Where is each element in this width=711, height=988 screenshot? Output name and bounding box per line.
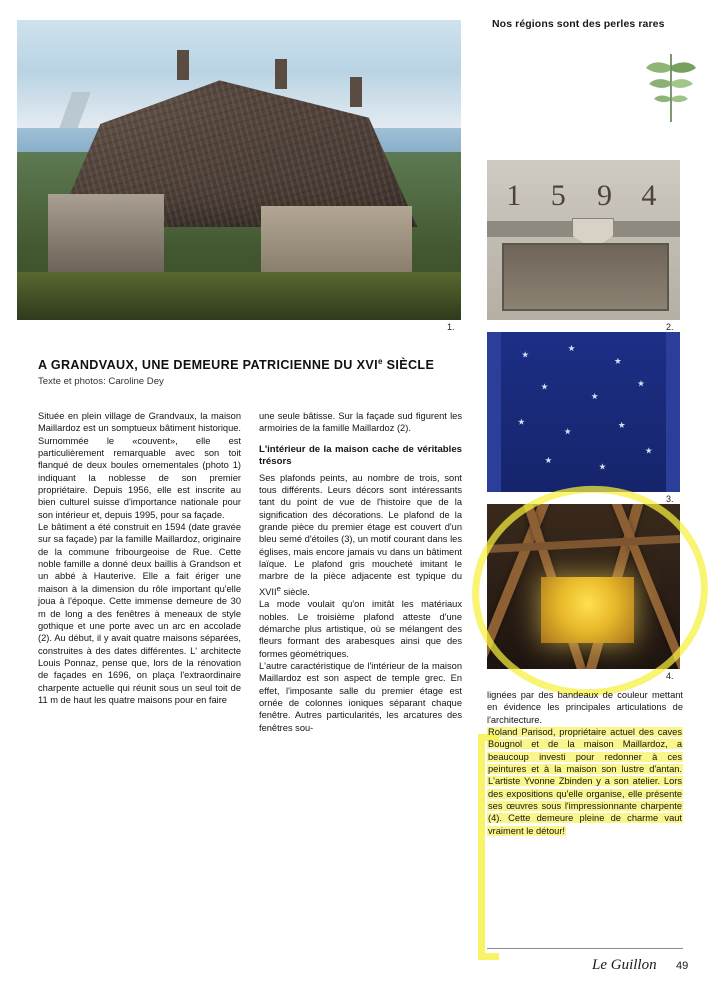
page-number: 49 [676,960,689,972]
carved-digit: 5 [550,179,566,213]
photo-attic-charpente-artwork [487,504,680,669]
photo-ceiling-beam [487,332,501,492]
photo-blue-starred-ceiling [487,332,680,492]
photo-ceiling-beam [666,332,680,492]
photo-foreground-vineyard [17,272,461,320]
section-subheading: L'intérieur de la maison cache de véritables trésors [259,443,462,467]
figure-number-1: 1. [447,322,455,332]
ceiling-star-icon [522,351,529,358]
leaf-sprig-icon [640,48,702,126]
article-title-main: A GRANDVAUX, UNE DEMEURE PATRICIENNE DU XVI [38,358,378,373]
photo-chimney [275,59,287,89]
paragraph: La mode voulait qu'on imitât les matériaux nobles. Le troisième plafond atteste d'une démarche plus artistique, où se mélangent des fleurs formant des arabesques ainsi que des formes géométriques. [259,599,462,659]
figure-number-2: 2. [666,322,674,332]
paragraph [259,472,462,599]
paragraph: une seule bâtisse. Sur la façade sud figurent les armoiries de la famille Maillardoz (2). [259,411,462,434]
paragraph: lignées par des bandeaux de couleur mettant en évidence les principales articulations de l'architecture. [487,690,683,725]
paragraph-text: Ses plafonds peints, au nombre de trois, sont tous différents. Leurs décors sont intéressants tant du point de vue de l'histoire que de la signification des décorations. Le plafond de la grande pièce du premier étage est couvert d'un bleu semé d'étoiles (3), un motif courant dans les églises, mais encore jamais vu dans un bâtiment laïque. Le plafond gris moucheté imitant le marbre de la pièce adjacente est typique du XVII [259,472,462,597]
ceiling-star-icon [564,428,571,435]
footer-divider [487,948,683,949]
photo-carved-date-1594 [487,160,680,320]
carved-digit: 4 [641,179,657,213]
photo-illuminated-artwork [541,577,634,643]
ceiling-star-icon [614,358,621,365]
figure-number-3: 3. [666,494,674,504]
photo-exterior-maillardoz-house [17,20,461,320]
body-column-2 [259,410,462,734]
body-column-1 [38,410,241,706]
ceiling-star-icon [541,383,548,390]
figure-number-4: 4. [666,671,674,681]
paragraph: Le bâtiment a été construit en 1594 (date gravée sur sa façade) par la famille Maillardoz, originaire de la commune fribourgeoise de Rue. Cette noble famille a donné deux baillis à Grandson et un abbé à Hauterive. Elle a fait ériger une maison à la dimension du rôle important qu'elle joua à l'époque. Cette immense demeure de 30 m de long a des fenêtres à meneaux de style gothique et une porte avec un arc en accolade (2). Au début, il y avait quatre maisons séparées, construites à des dates différentes. L' architecte Louis Ponnaz, pense que, lors de la rénovation de façades en 1696, on plaça l'extraordinaire charpente actuelle qui réunit sous un seul toit de 11 m de haut les quatre maisons pour en faire [38,522,241,705]
article-credit: Texte et photos: Caroline Dey [38,376,164,387]
highlighted-text: Roland Parisod, propriétaire actuel des caves Bougnol et de la maison Maillardoz, a beaucoup investi pour redonner à ces peintures et à la maison son lustre d'antan. L'artiste Yvonne Zbinden y a son atelier. Lors des expositions qu'elle organise, elle présente ses œuvres sous l'impressionnante charpente (4). Cette demeure pleine de charme vaut vraiment le détour! [488,727,682,836]
ceiling-star-icon [599,463,606,470]
ceiling-star-icon [645,447,652,454]
photo-door-panel [502,243,668,311]
paragraph: L'autre caractéristique de l'intérieur de la maison Maillardoz est son aspect de temple grec. En effet, l'imposante salle du premier étage est ornée de colonnes ioniques séparant chaque fenêtre. Autres particularités, les arcatures des fenêtres sou- [259,660,462,733]
photo-chimney [350,77,362,107]
ceiling-star-icon [618,422,625,429]
century-tail: siècle. [280,586,310,597]
century-ordinal: e [276,583,281,593]
article-title-ordinal: e [377,357,383,366]
article-title-tail: SIÈCLE [382,358,435,373]
ceiling-star-icon [591,393,598,400]
ceiling-star-icon [518,418,525,425]
ceiling-star-icon [568,345,575,352]
photo-cross-beam [487,535,680,553]
carved-digit: 9 [597,179,612,213]
article-title [38,357,468,372]
body-column-3 [487,689,683,837]
paragraph-highlighted [487,726,683,837]
paragraph: Située en plein village de Grandvaux, la maison Maillardoz est un somptueux bâtiment historique. Surnommée le «couvent», elle est particulièrement remarquable avec son toit flanqué de deux boules ornementales (photo 1) indiquant la noblesse de son premier propriétaire. Depuis 1956, elle est inscrite au bien culturel suisse d'importance nationale pour son intérieur et, depuis 1995, pour sa façade. [38,411,241,520]
ceiling-star-icon [638,380,645,387]
carved-digit: 1 [506,179,522,213]
publication-title: Le Guillon [592,957,657,973]
photo-house-wall-left [48,194,163,272]
ceiling-star-icon [545,457,552,464]
photo-chimney [177,50,189,80]
header-tagline: Nos régions sont des perles rares [492,18,665,30]
